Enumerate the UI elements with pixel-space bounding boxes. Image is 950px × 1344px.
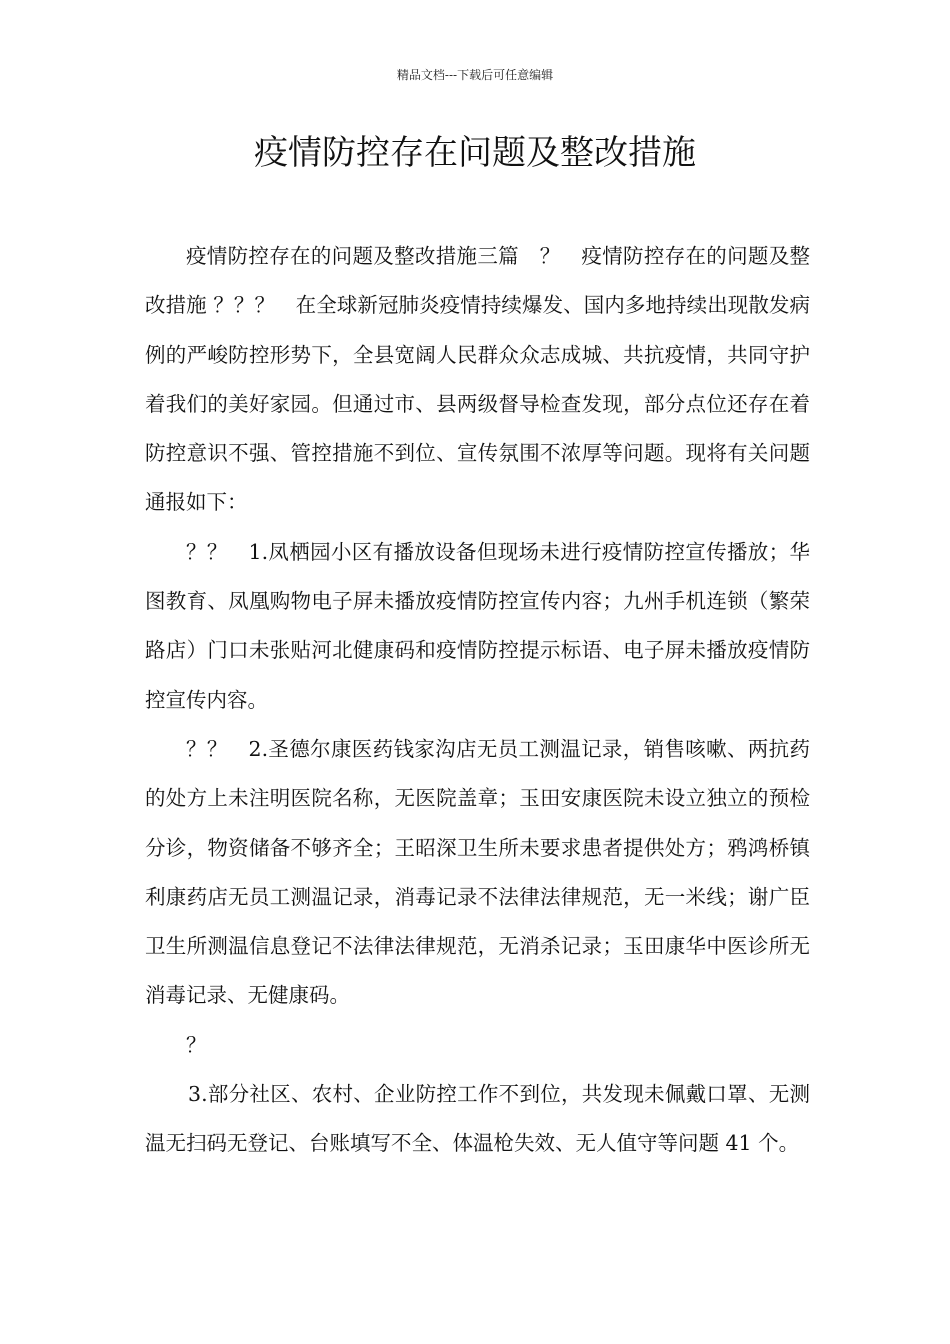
paragraph-item-2: ？？ 2.圣德尔康医药钱家沟店无员工测温记录，销售咳嗽、两抗药的处方上未注明医院名称，无医院盖章；玉田安康医院未设立独立的预检分诊，物资储备不够齐全；王昭深卫生所未要求患者提供处方；鸦鸿桥镇利康药店无员工测温记录，消毒记录不法律法律规范，无一米线；谢广臣卫生所测温信息登记不法律法律规范，无消杀记录；玉田康华中医诊所无消毒记录、无健康码。 [145,736,810,1008]
paragraph-placeholder-mark: ？ [186,1032,207,1057]
header-note: 精品文档---下载后可任意编辑 [396,68,554,82]
paragraph-item-1: ？？ 1.凤栖园小区有播放设备但现场未进行疫情防控宣传播放；华图教育、凤凰购物电子屏未播放疫情防控宣传内容；九州手机连锁（繁荣路店）门口未张贴河北健康码和疫情防控提示标语、电子屏未播放疫情防控宣传内容。 [145,539,810,712]
document-title: 疫情防控存在问题及整改措施 [254,133,696,173]
paragraph-intro: 疫情防控存在的问题及整改措施三篇 ？ 疫情防控存在的问题及整改措施 ？？？ 在全球新冠肺炎疫情持续爆发、国内多地持续出现散发病例的严峻防控形势下，全县宽阔人民群众众志成城、共抗疫情，共同守护着我们的美好家园。但通过市、县两级督导检查发现，部分点位还存在着防控意识不强、管控措施不到位、宣传氛围不浓厚等问题。现将有关问题通报如下： [145,244,810,515]
document-body [145,232,810,1169]
paragraph-item-3: 3.部分社区、农村、企业防控工作不到位，共发现未佩戴口罩、无测温无扫码无登记、台账填写不全、体温枪失效、无人值守等问题 41 个。 [145,1082,810,1156]
